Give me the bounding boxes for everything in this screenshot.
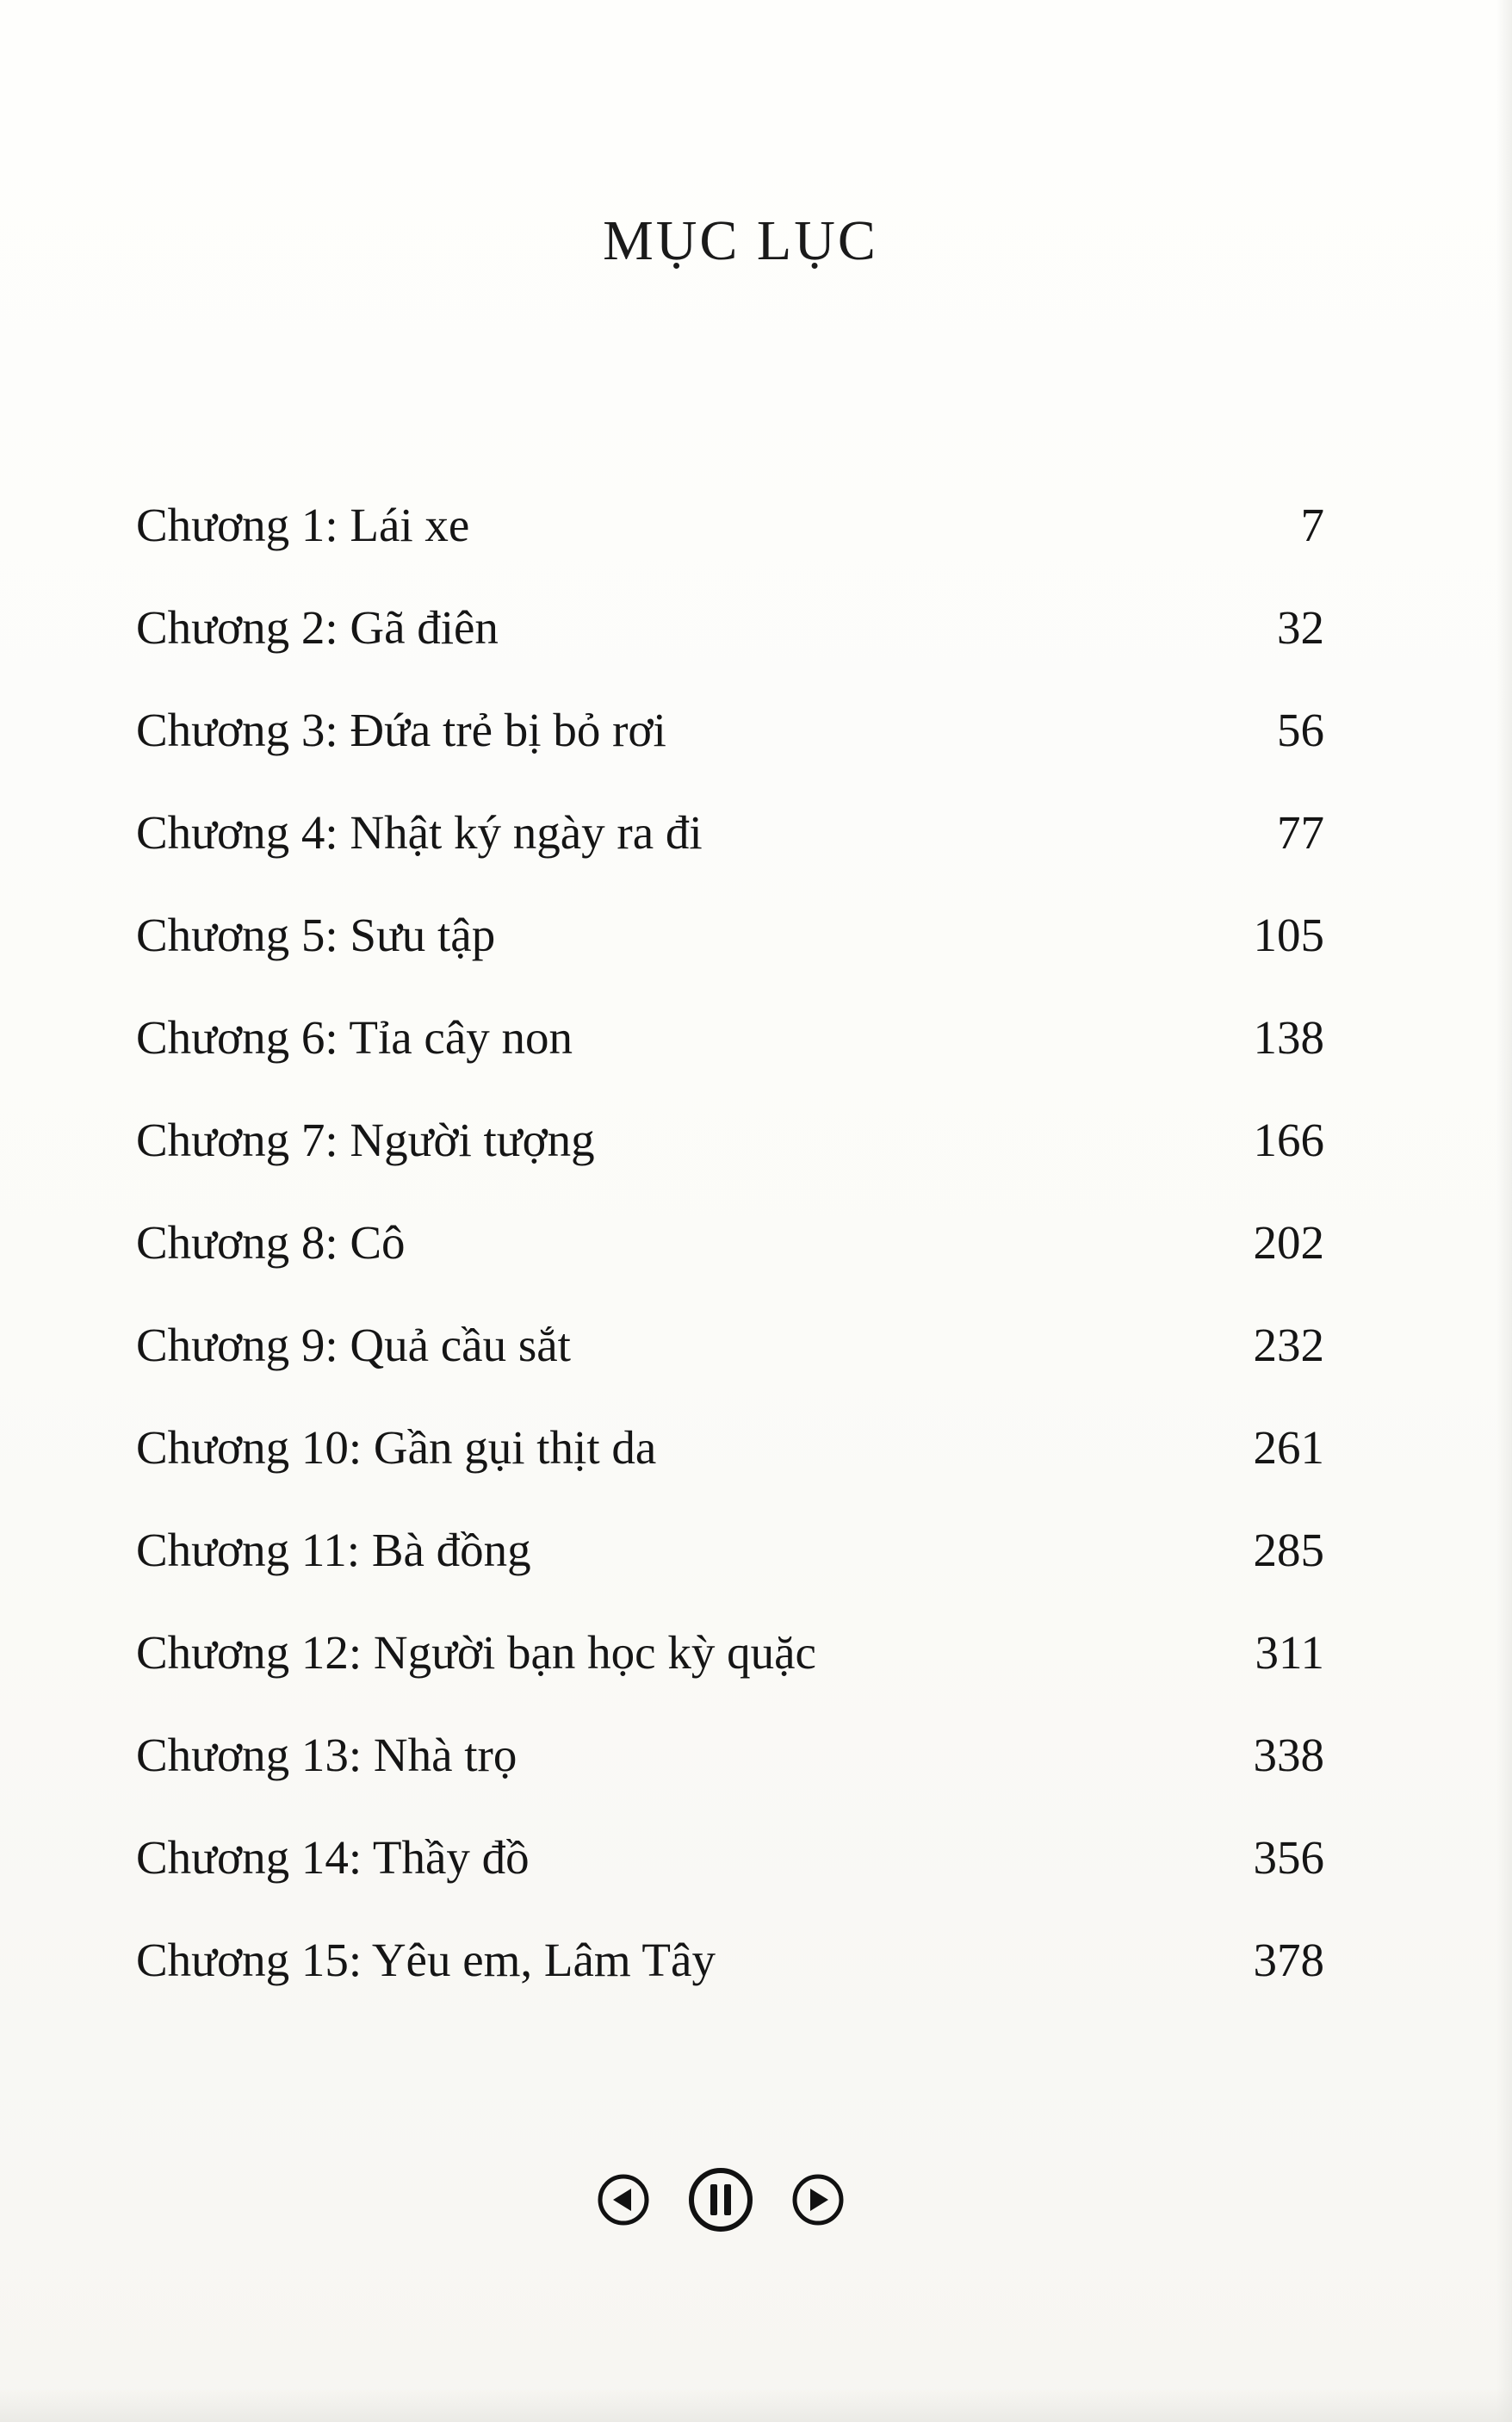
toc-entry-label: Chương 2: Gã điên [136,601,499,654]
page-title: MỤC LỤC [603,209,878,273]
toc-entry-label: Chương 14: Thầy đồ [136,1831,530,1884]
previous-icon[interactable] [596,2172,651,2227]
toc-entry[interactable] [136,1516,1324,1618]
toc-entry[interactable] [136,593,1324,696]
next-icon[interactable] [790,2172,846,2227]
toc-entry[interactable] [136,901,1324,1003]
toc-entry-label: Chương 13: Nhà trọ [136,1729,517,1781]
toc-entry[interactable] [136,1618,1324,1721]
toc-entry-page: 77 [1277,806,1324,859]
toc-entry-page: 356 [1253,1831,1324,1884]
toc-entry-page: 138 [1253,1011,1324,1064]
toc-entry-page: 202 [1253,1216,1324,1269]
toc-entry-label: Chương 10: Gần gụi thịt da [136,1421,657,1474]
page-edge-shadow-right [1497,0,1512,2422]
toc-entry[interactable] [136,491,1324,593]
toc-entry-page: 105 [1253,909,1324,961]
toc-entry[interactable] [136,1003,1324,1106]
toc-entry-page: 7 [1300,499,1324,551]
toc-entry-page: 311 [1255,1626,1324,1679]
toc-entry[interactable] [136,1208,1324,1311]
toc-entry-label: Chương 12: Người bạn học kỳ quặc [136,1626,816,1679]
toc-entry-label: Chương 11: Bà đồng [136,1524,531,1576]
toc-entry[interactable] [136,1926,1324,2028]
toc-entry[interactable] [136,1311,1324,1413]
toc-entry-page: 338 [1253,1729,1324,1781]
toc-entry[interactable] [136,696,1324,798]
toc-entry-label: Chương 8: Cô [136,1216,406,1269]
toc-entry-page: 166 [1253,1114,1324,1166]
toc-entry[interactable] [136,1413,1324,1516]
toc-entry-label: Chương 3: Đứa trẻ bị bỏ rơi [136,704,666,756]
page-edge-shadow-bottom [0,2388,1512,2422]
media-controls [596,2164,846,2236]
pause-icon[interactable] [686,2165,755,2234]
toc-entry-page: 378 [1253,1934,1324,1986]
toc-entry[interactable] [136,798,1324,901]
toc-entry-label: Chương 1: Lái xe [136,499,470,551]
toc-entry-page: 261 [1253,1421,1324,1474]
toc-entry-page: 56 [1277,704,1324,756]
toc-entry[interactable] [136,1721,1324,1823]
toc-entry-label: Chương 4: Nhật ký ngày ra đi [136,806,703,859]
toc-entry[interactable] [136,1106,1324,1208]
toc-entry-page: 285 [1253,1524,1324,1576]
toc-entry-label: Chương 9: Quả cầu sắt [136,1319,571,1371]
toc-entry-label: Chương 7: Người tượng [136,1114,595,1166]
table-of-contents [136,491,1324,2028]
toc-entry[interactable] [136,1823,1324,1926]
toc-entry-label: Chương 6: Tỉa cây non [136,1011,573,1064]
toc-entry-label: Chương 15: Yêu em, Lâm Tây [136,1934,716,1986]
toc-entry-label: Chương 5: Sưu tập [136,909,496,961]
toc-entry-page: 232 [1253,1319,1324,1371]
toc-entry-page: 32 [1277,601,1324,654]
